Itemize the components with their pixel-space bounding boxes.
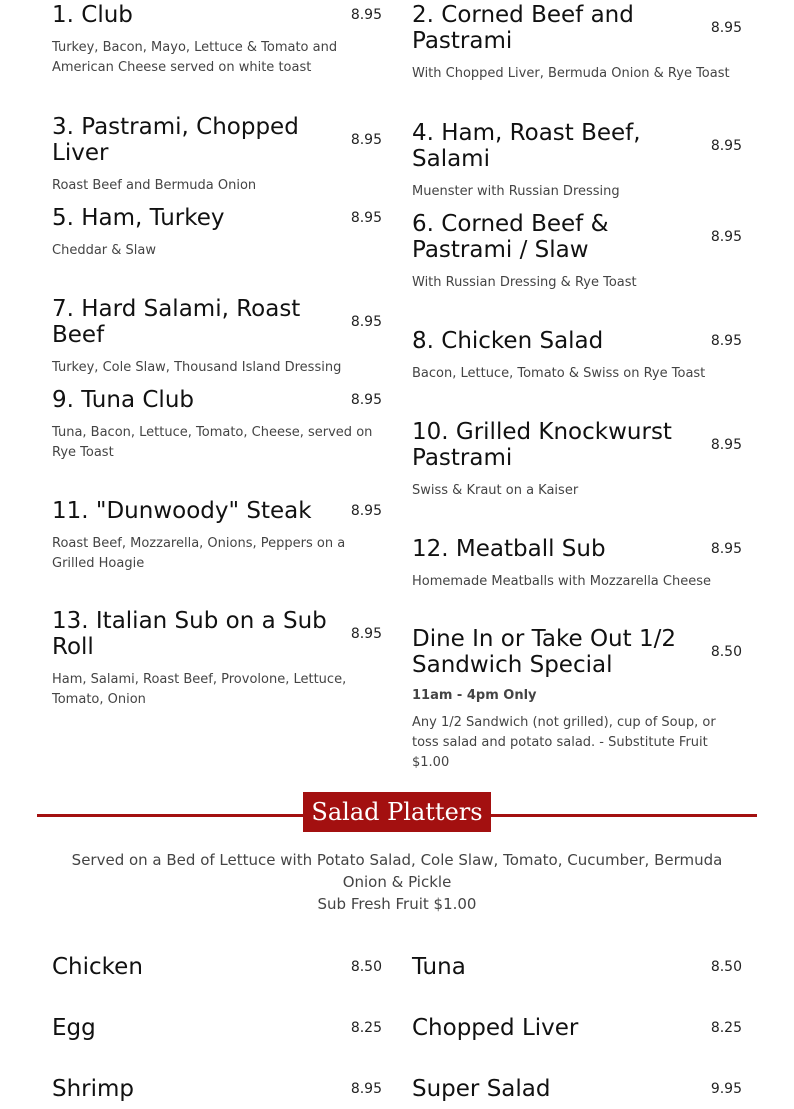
item-description: Bacon, Lettuce, Tomato & Swiss on Rye Toast	[412, 366, 706, 381]
item-price: 8.95	[350, 132, 382, 148]
item-name: 1. Club	[52, 2, 133, 28]
menu-item	[52, 387, 382, 463]
section-intro-line: Sub Fresh Fruit $1.00	[317, 895, 477, 913]
menu-item	[412, 536, 742, 592]
item-price: 8.95	[710, 437, 742, 453]
menu-item	[412, 211, 742, 293]
platter-item	[52, 954, 382, 980]
item-price: 8.95	[350, 392, 382, 408]
item-price: 8.95	[350, 503, 382, 519]
platter-name: Egg	[52, 1015, 96, 1041]
menu-item	[52, 114, 382, 196]
special-item	[412, 626, 742, 773]
special-hours: 11am - 4pm Only	[412, 688, 537, 703]
platter-price: 8.50	[350, 959, 382, 975]
menu-item	[52, 608, 382, 710]
item-description: Roast Beef, Mozzarella, Onions, Peppers on a Grilled Hoagie	[52, 536, 346, 571]
platter-name: Shrimp	[52, 1076, 135, 1102]
item-description: Cheddar & Slaw	[52, 243, 156, 258]
platter-price: 9.95	[710, 1081, 742, 1097]
item-price: 8.95	[350, 314, 382, 330]
platter-item	[412, 1015, 742, 1041]
section-title: Salad Platters	[303, 792, 491, 832]
item-description: Roast Beef and Bermuda Onion	[52, 178, 257, 193]
item-name: 2. Corned Beef and Pastrami	[412, 2, 634, 54]
item-description: Tuna, Bacon, Lettuce, Tomato, Cheese, served on Rye Toast	[52, 425, 373, 460]
menu-item	[52, 205, 382, 261]
platter-name: Super Salad	[412, 1076, 551, 1102]
item-name: 11. "Dunwoody" Steak	[52, 498, 312, 524]
platter-price: 8.25	[350, 1020, 382, 1036]
menu-item	[412, 120, 742, 202]
platter-price: 8.25	[710, 1020, 742, 1036]
item-description: Turkey, Cole Slaw, Thousand Island Dressing	[52, 360, 342, 375]
item-description: Homemade Meatballs with Mozzarella Cheese	[412, 574, 711, 589]
item-price: 8.95	[350, 626, 382, 642]
item-name: 6. Corned Beef & Pastrami / Slaw	[412, 211, 609, 263]
item-name: 8. Chicken Salad	[412, 328, 604, 354]
item-description: With Chopped Liver, Bermuda Onion & Rye Toast	[412, 66, 730, 81]
item-description: With Russian Dressing & Rye Toast	[412, 275, 637, 290]
special-description: Any 1/2 Sandwich (not grilled), cup of Soup, or toss salad and potato salad. - Substitute Fruit $1.00	[412, 715, 716, 770]
item-price: 8.95	[710, 20, 742, 36]
item-name: 4. Ham, Roast Beef, Salami	[412, 120, 641, 172]
platter-name: Chopped Liver	[412, 1015, 579, 1041]
item-description: Muenster with Russian Dressing	[412, 184, 620, 199]
section-intro	[52, 849, 742, 915]
item-name: 9. Tuna Club	[52, 387, 194, 413]
item-name: 12. Meatball Sub	[412, 536, 606, 562]
item-description: Turkey, Bacon, Mayo, Lettuce & Tomato and American Cheese served on white toast	[52, 40, 338, 75]
menu-item	[52, 296, 382, 378]
menu-item	[52, 498, 382, 574]
platter-item	[412, 1076, 742, 1102]
item-name: 5. Ham, Turkey	[52, 205, 225, 231]
platter-item	[52, 1076, 382, 1102]
item-name: 13. Italian Sub on a Sub Roll	[52, 608, 327, 660]
item-name: 7. Hard Salami, Roast Beef	[52, 296, 301, 348]
item-price: 8.95	[350, 210, 382, 226]
item-name: 3. Pastrami, Chopped Liver	[52, 114, 299, 166]
item-price: 8.95	[710, 541, 742, 557]
item-price: 8.95	[710, 229, 742, 245]
platter-item	[412, 954, 742, 980]
item-price: 8.95	[350, 7, 382, 23]
menu-item	[412, 419, 742, 501]
platter-item	[52, 1015, 382, 1041]
special-price: 8.50	[710, 644, 742, 660]
special-name: Dine In or Take Out 1/2 Sandwich Special	[412, 626, 676, 678]
menu-item	[412, 2, 742, 84]
item-price: 8.95	[710, 333, 742, 349]
item-description: Ham, Salami, Roast Beef, Provolone, Lettuce, Tomato, Onion	[52, 672, 347, 707]
platter-name: Chicken	[52, 954, 143, 980]
platter-price: 8.95	[350, 1081, 382, 1097]
item-name: 10. Grilled Knockwurst Pastrami	[412, 419, 672, 471]
item-description: Swiss & Kraut on a Kaiser	[412, 483, 579, 498]
section-intro-line: Served on a Bed of Lettuce with Potato Salad, Cole Slaw, Tomato, Cucumber, Bermuda Onion & Pickle	[71, 851, 723, 891]
item-price: 8.95	[710, 138, 742, 154]
menu-item	[412, 328, 742, 384]
platter-price: 8.50	[710, 959, 742, 975]
platter-name: Tuna	[412, 954, 466, 980]
menu-item	[52, 2, 382, 78]
